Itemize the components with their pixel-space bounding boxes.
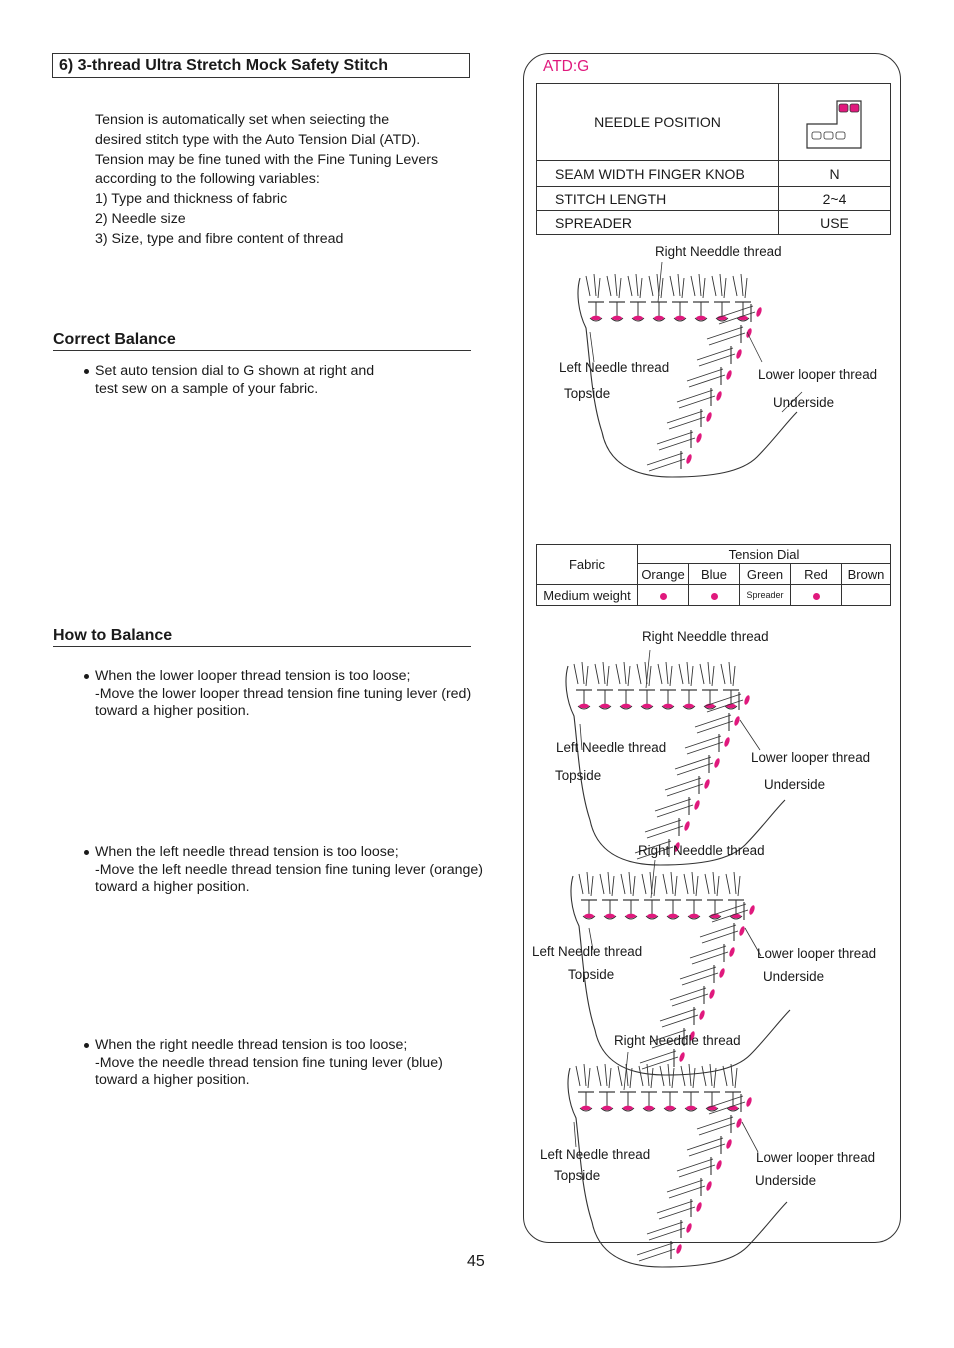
row-medium-weight: Medium weight — [537, 585, 638, 606]
bullet-line: When the lower looper thread tension is too loose; — [95, 668, 411, 684]
bullet-line: test sew on a sample of your fabric. — [95, 380, 319, 397]
bullet-line: When the left needle thread tension is too loose; — [95, 844, 399, 860]
intro-line: desired stitch type with the Auto Tension Dial (ATD). — [95, 131, 421, 148]
section-title: 6) 3-thread Ultra Stretch Mock Safety Stitch — [52, 53, 470, 78]
d1-right-needle-label: Right Needdle thread — [655, 244, 782, 259]
col-orange: Orange — [638, 564, 689, 585]
d2-right-needle-label: Right Needdle thread — [642, 629, 769, 644]
col-brown: Brown — [842, 564, 891, 585]
col-blue: Blue — [689, 564, 740, 585]
d2-topside-label: Topside — [555, 768, 602, 783]
bullet-line: -Move the left needle thread tension fine tuning lever (orange) — [95, 861, 484, 878]
needle-position-label: NEEDLE POSITION — [537, 84, 779, 161]
d4-right-needle-label: Right Needdle thread — [614, 1033, 741, 1048]
d1-underside-label: Underside — [773, 395, 835, 410]
d4-left-needle-label: Left Needle thread — [540, 1147, 651, 1162]
d2-left-needle-label: Left Needle thread — [556, 740, 667, 755]
d1-left-needle-label: Left Needle thread — [559, 360, 670, 375]
bullet-line: Set auto tension dial to G shown at right and — [95, 363, 375, 379]
d2-underside-label: Underside — [764, 777, 826, 792]
tension-dial-header: Tension Dial — [638, 545, 891, 564]
intro-line: 3) Size, type and fibre content of thread — [95, 230, 344, 247]
intro-line: Tension may be fine tuned with the Fine Tuning Levers — [95, 151, 439, 168]
bullet-line: -Move the lower looper thread tension fine tuning lever (red) — [95, 685, 472, 702]
seam-width-value: N — [779, 161, 891, 187]
col-red: Red — [791, 564, 842, 585]
stitch-length-value: 2~4 — [779, 187, 891, 211]
spreader-value: USE — [779, 211, 891, 235]
d3-left-needle-label: Left Needle thread — [532, 944, 643, 959]
d3-underside-label: Underside — [763, 969, 825, 984]
intro-line: 1) Type and thickness of fabric — [95, 191, 288, 208]
bullet-line: toward a higher position. — [95, 703, 250, 720]
d3-topside-label: Topside — [568, 967, 615, 982]
intro-line: Tension is automatically set when seiecting the — [95, 112, 390, 128]
atd-label: ATD:G — [543, 58, 590, 75]
bullet-line: When the right needle thread tension is too loose; — [95, 1037, 408, 1053]
d1-lower-looper-label: Lower looper thread — [758, 367, 878, 382]
page-number: 45 — [467, 1253, 485, 1270]
fabric-header: Fabric — [537, 545, 638, 585]
bullet-line: toward a higher position. — [95, 1072, 250, 1089]
d1-topside-label: Topside — [564, 386, 611, 401]
d4-topside-label: Topside — [554, 1168, 601, 1183]
spreader-label: SPREADER — [537, 211, 779, 235]
bullet-line: toward a higher position. — [95, 879, 250, 896]
col-green: Green — [740, 564, 791, 585]
stitch-length-label: STITCH LENGTH — [537, 187, 779, 211]
d4-lower-looper-label: Lower looper thread — [756, 1150, 876, 1165]
d3-lower-looper-label: Lower looper thread — [757, 946, 877, 961]
cell-green: Spreader — [740, 585, 791, 606]
intro-line: 2) Needle size — [95, 210, 186, 227]
d4-underside-label: Underside — [755, 1173, 817, 1188]
seam-width-label: SEAM WIDTH FINGER KNOB — [537, 161, 779, 187]
intro-line: according to the following variables: — [95, 171, 320, 188]
d3-right-needle-label: Right Needdle thread — [638, 843, 765, 858]
correct-balance-heading: Correct Balance — [53, 331, 471, 351]
how-to-balance-heading: How to Balance — [53, 627, 471, 647]
bullet-line: -Move the needle thread tension fine tuning lever (blue) — [95, 1054, 443, 1071]
d2-lower-looper-label: Lower looper thread — [751, 750, 871, 765]
